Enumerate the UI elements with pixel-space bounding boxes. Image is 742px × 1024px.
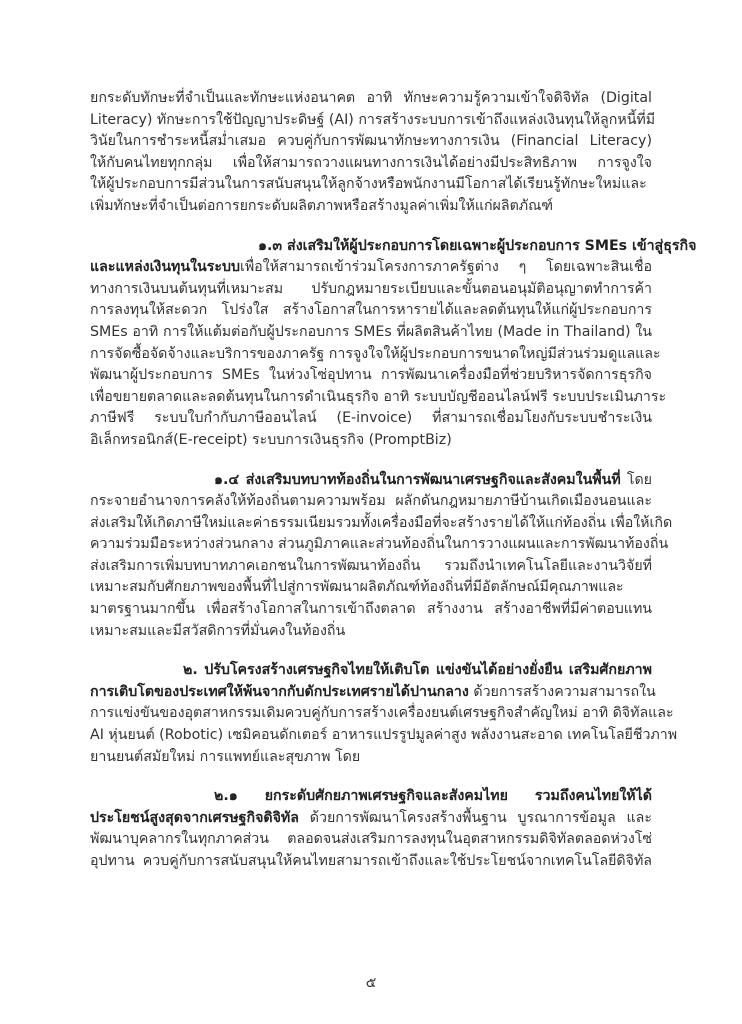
text-line: มาตรฐานมากขึ้น เพื่อสร้างโอกาสในการเข้าถึงตลาด สร้างงาน สร้างอาชีพที่มีค่าตอบแทน [90,601,652,618]
text: ด้วยการสร้างความสามารถใน [468,683,656,700]
text-line: ทางการเงินบนต้นทุนที่เหมาะสม ปรับกฎหมายระเบียบและขั้นตอนอนุมัติอนุญาตทำการค้า [90,280,652,297]
text-line: SMEs อาทิ การให้แต้มต่อกับผู้ประกอบการ SMEs ที่ผลิตสินค้าไทย (Made in Thailand) ใน [90,323,652,340]
section-1-3 [90,236,697,452]
section-heading [90,470,652,492]
text-line: เหมาะสมและมีสวัสดิการที่มั่นคงในท้องถิ่น [90,622,346,639]
bold-text: และแหล่งเงินทุนในระบบ [90,259,240,276]
text: ด้วยการพัฒนาโครงสร้างพื้นฐาน บูรณาการข้อมูล และ [298,809,652,826]
bold-text: การเติบโตของประเทศให้พ้นจากกับดักประเทศรายได้ปานกลาง [90,683,469,700]
text-line: ความร่วมมือระหว่างส่วนกลาง ส่วนภูมิภาคและส่วนท้องถิ่นในการวางแผนและการพัฒนาท้องถิ่น [90,536,669,553]
section-2 [90,660,678,768]
text-line: ส่งเสริมการเพิ่มบทบาทภาคเอกชนในการพัฒนาท้องถิ่น รวมถึงนำเทคโนโลยีและงานวิจัยที่ [90,557,652,574]
section-heading: ๑.๓ ส่งเสริมให้ผู้ประกอบการโดยเฉพาะผู้ประกอบการ SMEs เข้าสู่ธุรกิจ [258,237,697,254]
text-line: ให้กับคนไทยทุกกลุ่ม เพื่อให้สามารถวางแผนทางการเงินได้อย่างมีประสิทธิภาพ การจูงใจ [90,154,652,171]
text-line: การลงทุนให้สะดวก โปร่งใส สร้างโอกาสในการหารายได้และลดต้นทุนให้แก่ผู้ประกอบการ [90,302,652,319]
section-2-1 [90,786,652,872]
text-line: เพื่อขยายตลาดและลดต้นทุนในการดำเนินธุรกิจ อาทิ ระบบบัญชีออนไลน์ฟรี ระบบประเมินภาระ [90,388,667,405]
text-line: ส่งเสริมให้เกิดภาษีใหม่และค่าธรรมเนียมรวมทั้งเครื่องมือที่จะสร้างรายได้ให้แก่ท้องถิ่น เพื่อให้เกิด [90,514,673,531]
heading-bold: ๑.๔ ส่งเสริมบทบาทท้องถิ่นในการพัฒนาเศรษฐกิจและสังคมในพื้นที่ [214,471,621,488]
page-number: ๕ [365,975,377,991]
text-line [90,682,656,704]
section-heading: ๒.๑ ยกระดับศักยภาพเศรษฐกิจและสังคมไทย รวมถึงคนไทยให้ได้ [214,788,652,805]
text-line [90,257,652,279]
text-line: เหมาะสมกับศักยภาพของพื้นที่ไปสู่การพัฒนาผลิตภัณฑ์ท้องถิ่นที่มีอัตลักษณ์มีคุณภาพและ [90,579,624,596]
text-line: AI หุ่นยนต์ (Robotic) เซมิคอนดักเตอร์ อาหารแปรรูปมูลค่าสูง พลังงานสะอาด เทคโนโลยีชีวภาพ [90,727,678,744]
bold-text: ประโยชน์สูงสุดจากเศรษฐกิจดิจิทัล [90,809,299,826]
text-line: วินัยในการชำระหนี้สม่ำเสมอ ควบคู่กับการพัฒนาทักษะทางการเงิน (Financial Literacy) [90,133,652,150]
text-line: อุปทาน ควบคู่กับการสนับสนุนให้คนไทยสามารถเข้าถึงและใช้ประโยชน์จากเทคโนโลยีดิจิทัล [90,853,652,869]
text-line: ภาษีฟรี ระบบใบกำกับภาษีออนไลน์ (E-invoice) ที่สามารถเชื่อมโยงกับระบบชำระเงิน [90,410,652,427]
text-line: พัฒนาผู้ประกอบการ SMEs ในห่วงโซ่อุปทาน การพัฒนาเครื่องมือที่ช่วยบริหารจัดการธุรกิจ [90,367,652,384]
section-1-4 [90,470,673,643]
text: เพื่อให้สามารถเข้าร่วมโครงการภาครัฐต่าง ๆ โดยเฉพาะสินเชื่อ [239,259,652,276]
heading-tail: โดย [620,471,652,488]
text-line: ยานยนต์สมัยใหม่ การแพทย์และสุขภาพ โดย [90,748,361,765]
text-line [90,808,652,830]
text-line: เพิ่มทักษะที่จำเป็นต่อการยกระดับผลิตภาพหรือสร้างมูลค่าเพิ่มให้แก่ผลิตภัณฑ์ [90,197,554,214]
text-line: กระจายอำนาจการคลังให้ท้องถิ่นตามความพร้อม ผลักดันกฎหมายภาษีบ้านเกิดเมืองนอนและ [90,493,652,510]
text-line: การแข่งขันของอุตสาหกรรมเดิมควบคู่กับการสร้างเครื่องยนต์เศรษฐกิจสำคัญใหม่ อาทิ ดิจิทัลและ [90,705,674,722]
text-line: อิเล็กทรอนิกส์(E-receipt) ระบบการเงินธุรกิจ (PromptBiz) [90,431,452,448]
section-heading: ๒. ปรับโครงสร้างเศรษฐกิจไทยให้เติบโต แข่งขันได้อย่างยั่งยืน เสริมศักยภาพ [183,662,652,679]
text-line: พัฒนาบุคลากรในทุกภาคส่วน ตลอดจนส่งเสริมการลงทุนในอุตสาหกรรมดิจิทัลตลอดห่วงโซ่ [90,831,652,848]
text-line: ยกระดับทักษะที่จำเป็นและทักษะแห่งอนาคต อาทิ ทักษะความรู้ความเข้าใจดิจิทัล (Digital [90,90,652,106]
text-line: ให้ผู้ประกอบการมีส่วนในการสนับสนุนให้ลูกจ้างหรือพนักงานมีโอกาสได้เรียนรู้ทักษะใหม่และ [90,176,647,193]
text-line: Literacy) ทักษะการใช้ปัญญาประดิษฐ์ (AI) การสร้างระบบการเข้าถึงแหล่งเงินทุนให้ลูกหนี้ที่มี [90,111,656,128]
document-page [90,88,697,873]
paragraph-skills [90,88,656,218]
text-line: การจัดซื้อจัดจ้างและบริการของภาครัฐ การจูงใจให้ผู้ประกอบการขนาดใหญ่มีส่วนร่วมดูแลและ [90,345,661,362]
